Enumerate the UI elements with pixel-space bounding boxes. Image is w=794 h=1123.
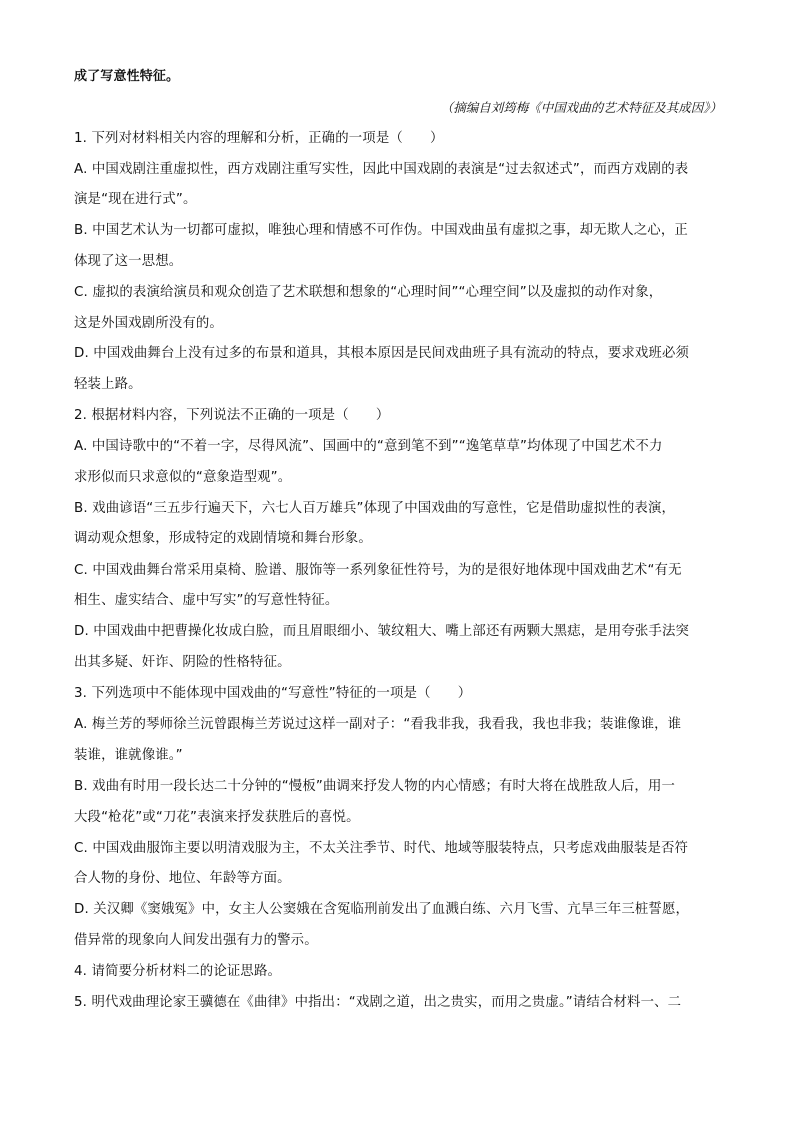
question-2-stem: 2. 根据材料内容，下列说法不正确的一项是（ ） <box>74 408 390 423</box>
question-1-option-d-line-2: 轻装上路。 <box>74 377 142 392</box>
question-1-option-d-line-1: D. 中国戏曲舞台上没有过多的布景和道具，其根本原因是民间戏曲班子具有流动的特点，要求戏班必须 <box>74 346 690 361</box>
lead-text: 成了写意性特征。 <box>74 69 180 84</box>
question-5-stem: 5. 明代戏曲理论家王骥德在《曲律》中指出：“戏剧之道，出之贵实，而用之贵虚。”请结合材料一、二 <box>74 995 682 1010</box>
question-1-stem: 1. 下列对材料相关内容的理解和分析，正确的一项是（ ） <box>74 131 444 146</box>
question-2-option-d-line-2: 出其多疑、奸诈、阴险的性格特征。 <box>74 655 291 670</box>
question-3-option-d-line-2: 借异常的现象向人间发出强有力的警示。 <box>74 933 318 948</box>
question-1-option-b-line-1: B. 中国艺术认为一切都可虚拟，唯独心理和情感不可作伪。中国戏曲虽有虚拟之事，却无欺人之心，正 <box>74 223 688 238</box>
question-3-option-c-line-2: 合人物的身份、地位、年龄等方面。 <box>74 871 291 886</box>
question-3-option-d-line-1: D. 关汉卿《窦娥冤》中，女主人公窦娥在含冤临刑前发出了血溅白练、六月飞雪、亢旱三年三桩誓愿， <box>74 902 690 917</box>
question-2-option-b-line-2: 调动观众想象，形成特定的戏剧情境和舞台形象。 <box>74 531 372 546</box>
question-2-option-d-line-1: D. 中国戏曲中把曹操化妆成白脸，而且眉眼细小、皱纹粗大、嘴上部还有两颗大黑痣，是用夸张手法突 <box>74 624 690 639</box>
question-4-stem: 4. 请简要分析材料二的论证思路。 <box>74 964 282 979</box>
question-2-option-b-line-1: B. 戏曲谚语“三五步行遍天下，六七人百万雄兵”体现了中国戏曲的写意性，它是借助虚拟性的表演， <box>74 501 676 516</box>
question-2-option-c-line-2: 相生、虚实结合、虚中写实”的写意性特征。 <box>74 593 339 608</box>
source-citation: （摘编自刘筠梅《中国戏曲的艺术特征及其成因》） <box>440 100 722 115</box>
question-3-option-b-line-2: 大段“枪花”或“刀花”表演来抒发获胜后的喜悦。 <box>74 810 360 825</box>
question-1-option-c-line-2: 这是外国戏剧所没有的。 <box>74 316 223 331</box>
question-3-option-b-line-1: B. 戏曲有时用一段长达二十分钟的“慢板”曲调来抒发人物的内心情感；有时大将在战胜敌人后，用一 <box>74 779 676 794</box>
question-2-option-a-line-2: 求形似而只求意似的“意象造型观”。 <box>74 470 292 485</box>
question-1-option-c-line-1: C. 虚拟的表演给演员和观众创造了艺术联想和想象的“心理时间”“心理空间”以及虚拟的动作对象， <box>74 285 663 300</box>
question-2-option-c-line-1: C. 中国戏曲舞台常采用桌椅、脸谱、服饰等一系列象征性符号，为的是很好地体现中国戏曲艺术“有无 <box>74 563 682 578</box>
question-2-option-a-line-1: A. 中国诗歌中的“不着一字，尽得风流”、国画中的“意到笔不到”“逸笔草草”均体现了中国艺术不力 <box>74 439 663 454</box>
question-3-option-a-line-2: 装谁，谁就像谁。” <box>74 748 183 763</box>
question-3-option-c-line-1: C. 中国戏曲服饰主要以明清戏服为主，不太关注季节、时代、地域等服装特点，只考虑戏曲服装是否符 <box>74 841 689 856</box>
question-1-option-a-line-2: 演是“现在进行式”。 <box>74 192 197 207</box>
question-3-option-a-line-1: A. 梅兰芳的琴师徐兰沅曾跟梅兰芳说过这样一副对子：“看我非我，我看我，我也非我；装谁像谁，谁 <box>74 717 682 732</box>
question-3-stem: 3. 下列选项中不能体现中国戏曲的“写意性”特征的一项是（ ） <box>74 686 472 701</box>
question-1-option-b-line-2: 体现了这一思想。 <box>74 254 183 269</box>
question-1-option-a-line-1: A. 中国戏剧注重虚拟性，西方戏剧注重写实性，因此中国戏剧的表演是“过去叙述式”，而西方戏剧的表 <box>74 162 689 177</box>
